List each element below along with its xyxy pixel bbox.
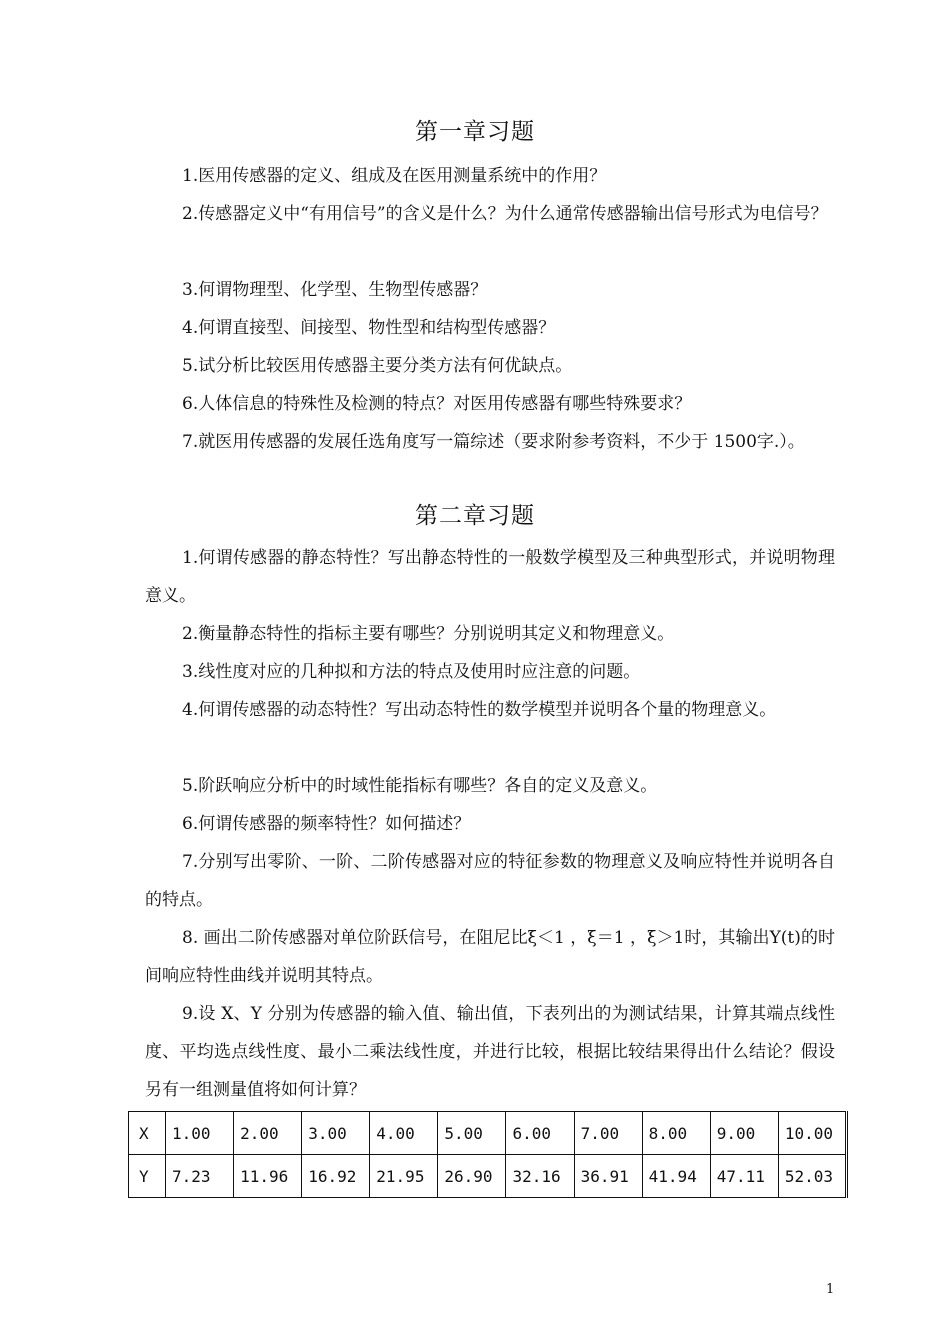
table-cell: 52.03 <box>778 1155 846 1198</box>
table-cell: 1.00 <box>166 1112 234 1155</box>
ch2-question-5: 5.阶跃响应分析中的时域性能指标有哪些？各自的定义及意义。 <box>182 776 658 796</box>
ch1-question-4: 4.何谓直接型、间接型、物性型和结构型传感器？ <box>182 318 556 338</box>
ch1-question-1: 1.医用传感器的定义、组成及在医用测量系统中的作用？ <box>182 166 607 186</box>
ch1-question-5: 5.试分析比较医用传感器主要分类方法有何优缺点。 <box>182 356 573 376</box>
ch2-question-8: 8. 画出二阶传感器对单位阶跃信号，在阻尼比ξ＜1 ，ξ＝1 ，ξ＞1时，其输出Y(t)的时间响应特性曲线并说明其特点。 <box>145 928 835 986</box>
table-cell: 3.00 <box>302 1112 370 1155</box>
table-cell: 47.11 <box>710 1155 778 1198</box>
page-number: 1 <box>826 1282 835 1297</box>
ch1-question-6: 6.人体信息的特殊性及检测的特点？对医用传感器有哪些特殊要求？ <box>182 394 692 414</box>
table-cell: 7.00 <box>574 1112 642 1155</box>
table-cell: 16.92 <box>302 1155 370 1198</box>
chapter2-title: 第二章习题 <box>415 503 535 529</box>
test-results-table <box>128 1111 848 1198</box>
table-row-y <box>129 1155 847 1198</box>
ch2-question-3: 3.线性度对应的几种拟和方法的特点及使用时应注意的问题。 <box>182 662 641 682</box>
table-cell: 10.00 <box>778 1112 846 1155</box>
ch1-question-3: 3.何谓物理型、化学型、生物型传感器？ <box>182 280 488 300</box>
ch2-question-6: 6.何谓传感器的频率特性？如何描述？ <box>182 814 471 834</box>
table-cell: 9.00 <box>710 1112 778 1155</box>
ch2-question-9: 9.设 X、Y 分别为传感器的输入值、输出值，下表列出的为测试结果，计算其端点线性度、平均选点线性度、最小二乘法线性度，并进行比较，根据比较结果得出什么结论？假设另有一组测量值将如何计算？ <box>145 1004 835 1100</box>
ch2-question-2: 2.衡量静态特性的指标主要有哪些？分别说明其定义和物理意义。 <box>182 624 675 644</box>
table-header-y: Y <box>129 1155 166 1198</box>
table-cell: 5.00 <box>438 1112 506 1155</box>
table-cell: 32.16 <box>506 1155 574 1198</box>
table-cell: 11.96 <box>234 1155 302 1198</box>
table-cell: 8.00 <box>642 1112 710 1155</box>
table-cell: 26.90 <box>438 1155 506 1198</box>
table-row-x <box>129 1112 847 1155</box>
table-cell: 2.00 <box>234 1112 302 1155</box>
table-cell: 21.95 <box>370 1155 438 1198</box>
ch2-question-1: 1.何谓传感器的静态特性？写出静态特性的一般数学模型及三种典型形式，并说明物理意义。 <box>145 548 835 606</box>
table-cell: 7.23 <box>166 1155 234 1198</box>
table-cell: 4.00 <box>370 1112 438 1155</box>
table-cell: 41.94 <box>642 1155 710 1198</box>
ch2-question-4: 4.何谓传感器的动态特性？写出动态特性的数学模型并说明各个量的物理意义。 <box>182 700 777 720</box>
ch1-question-7: 7.就医用传感器的发展任选角度写一篇综述（要求附参考资料，不少于 1500字.）。 <box>182 432 805 452</box>
table-header-x: X <box>129 1112 166 1155</box>
chapter1-title: 第一章习题 <box>415 119 535 145</box>
ch1-question-2: 2.传感器定义中“有用信号”的含义是什么？为什么通常传感器输出信号形式为电信号？ <box>182 204 828 224</box>
table-cell: 6.00 <box>506 1112 574 1155</box>
table-cell: 36.91 <box>574 1155 642 1198</box>
ch2-question-7: 7.分别写出零阶、一阶、二阶传感器对应的特征参数的物理意义及响应特性并说明各自的特点。 <box>145 852 835 910</box>
